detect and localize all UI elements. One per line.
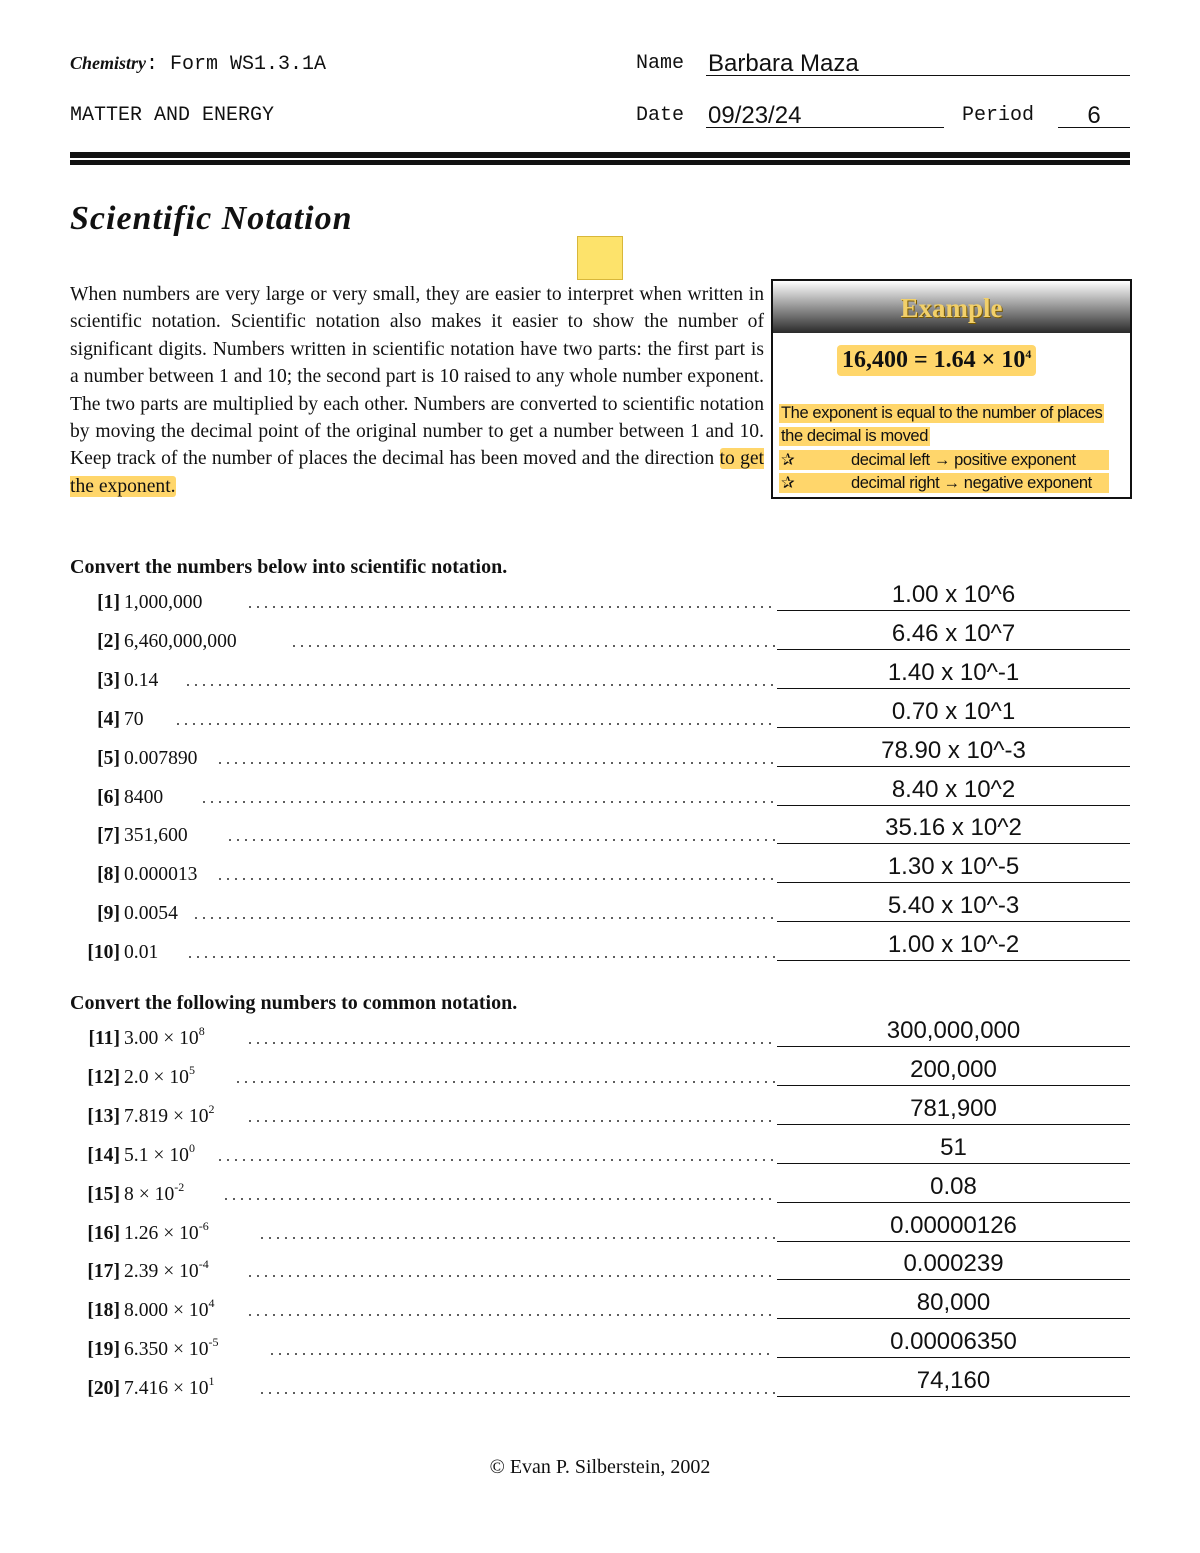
question-number: [5]	[97, 747, 120, 769]
intro-highlight: to get the exponent.	[70, 448, 765, 497]
answer-field[interactable]	[777, 649, 1130, 650]
star-icon: ✰	[781, 451, 795, 469]
question-number: [8]	[97, 864, 120, 886]
answer-field[interactable]	[777, 766, 1130, 767]
answer-field[interactable]	[777, 882, 1130, 883]
question-row	[70, 748, 775, 778]
name-field[interactable]	[706, 50, 1130, 76]
example-bullet-2	[779, 473, 1109, 493]
question-row	[70, 1218, 775, 1253]
unit-title: MATTER AND ENERGY	[70, 104, 275, 127]
answer-value: 35.16 x 10^2	[885, 814, 1022, 842]
question-row	[70, 1335, 775, 1369]
question-number: [12]	[87, 1066, 120, 1088]
answer-value: 0.70 x 10^1	[891, 697, 1016, 725]
answer-value: 781,900	[910, 1094, 997, 1122]
question-number: [10]	[87, 942, 120, 964]
example-equation-base: 16,400 = 1.64 × 10	[842, 347, 1026, 373]
question-base: 2.0 × 10	[124, 1066, 189, 1088]
answer-value: 1.00 x 10^6	[891, 581, 1016, 608]
answer-value: 0.000239	[903, 1250, 1004, 1278]
example-rule-line1: The exponent is equal to the number of places	[781, 404, 1103, 422]
leader-dots	[226, 839, 775, 841]
question-number: [6]	[97, 786, 120, 808]
question-number: [11]	[88, 1028, 120, 1049]
question-base: 1.26 × 10	[124, 1222, 199, 1244]
example-equation-exp: 4	[1025, 347, 1032, 361]
answer-field[interactable]	[777, 1124, 1130, 1125]
question-exponent: 1	[208, 1374, 215, 1389]
answer-value: 6.46 x 10^7	[891, 619, 1016, 647]
question-number: [14]	[87, 1144, 120, 1166]
leader-dots	[216, 762, 775, 764]
answer-value: 1.00 x 10^-2	[887, 931, 1020, 959]
answer-value: 200,000	[910, 1055, 997, 1083]
leader-dots	[246, 1120, 775, 1122]
question-row	[70, 1101, 775, 1136]
question-number: [19]	[87, 1339, 120, 1361]
question-base: 3.00 × 10	[124, 1028, 199, 1049]
question-value	[124, 1335, 219, 1361]
bullet-1-text: decimal left → positive exponent	[851, 451, 1076, 469]
leader-dots	[192, 917, 775, 919]
answer-value: 74,160	[916, 1367, 991, 1395]
question-base: 7.416 × 10	[124, 1378, 209, 1400]
question-exponent: -6	[198, 1218, 209, 1233]
question-value	[124, 1296, 215, 1322]
answer-field[interactable]	[777, 805, 1130, 806]
question-row	[70, 787, 775, 817]
question-value: 0.14	[124, 669, 159, 691]
question-row	[70, 864, 775, 894]
answer-value: 51	[940, 1133, 967, 1161]
date-label: Date	[636, 104, 685, 127]
question-value	[124, 1140, 195, 1167]
question-value	[124, 1179, 185, 1206]
period-field[interactable]	[1058, 102, 1130, 128]
question-row	[70, 942, 775, 972]
leader-dots	[184, 684, 775, 686]
question-row	[70, 825, 775, 855]
sticky-note-icon[interactable]	[577, 236, 623, 280]
leader-dots	[268, 1353, 775, 1355]
leader-dots	[246, 1275, 775, 1277]
example-bullet-1	[779, 450, 1109, 470]
question-value: 0.01	[124, 942, 159, 964]
question-value: 351,600	[124, 825, 188, 847]
name-label: Name	[636, 52, 685, 75]
question-value	[124, 1374, 215, 1400]
question-base: 7.819 × 10	[124, 1105, 209, 1127]
answer-value: 300,000,000	[886, 1017, 1021, 1044]
leader-dots	[246, 606, 775, 608]
header-divider	[70, 152, 1130, 158]
question-row	[70, 1179, 775, 1214]
question-number: [9]	[97, 903, 120, 925]
question-exponent: -4	[198, 1257, 209, 1272]
question-exponent: 8	[198, 1024, 205, 1038]
period-label: Period	[962, 104, 1035, 127]
answer-field[interactable]	[777, 727, 1130, 728]
leader-dots	[246, 1314, 775, 1316]
answer-value: 8.40 x 10^2	[891, 775, 1016, 803]
question-row	[70, 1374, 775, 1408]
form-header	[70, 52, 326, 76]
leader-dots	[222, 1198, 775, 1200]
question-row	[70, 631, 775, 661]
question-exponent: 5	[188, 1062, 195, 1077]
answer-field[interactable]	[777, 1318, 1130, 1319]
leader-dots	[234, 1081, 775, 1083]
question-value: 0.0054	[124, 903, 178, 925]
question-number: [20]	[87, 1378, 120, 1400]
question-value: 0.007890	[124, 747, 198, 769]
question-row	[70, 670, 775, 700]
leader-dots	[290, 645, 775, 647]
question-number: [18]	[87, 1300, 120, 1322]
star-icon: ✰	[781, 474, 795, 492]
question-row	[70, 1024, 775, 1058]
leader-dots	[186, 956, 775, 958]
intro-paragraph	[70, 281, 764, 500]
question-exponent: 4	[208, 1296, 215, 1311]
leader-dots	[174, 723, 775, 725]
question-value: 6,460,000,000	[124, 630, 237, 652]
intro-text: When numbers are very large or very small, they are easier to interpret when written in scientific notation. Scientific notation also makes it easier to show the number of significant digits. Numbers written in scientific notation have two parts: the first part is a number between 1 and 10; the second part is 10 raised to any whole number exponent. The two parts are multiplied by each other. Numbers are converted to scientific notation by moving the decimal point of the original number to get a number between 1 and 10. Keep track of the number of places the decimal has been moved and the direction	[70, 284, 764, 470]
answer-field[interactable]	[777, 1046, 1130, 1047]
question-value	[124, 1024, 205, 1050]
question-number: [3]	[97, 669, 120, 691]
question-base: 8.000 × 10	[124, 1300, 209, 1322]
bullet-2-text: decimal right → negative exponent	[851, 474, 1092, 492]
question-number: [2]	[97, 630, 120, 652]
answer-field[interactable]	[777, 610, 1130, 611]
answer-field[interactable]	[777, 1241, 1130, 1242]
question-row	[70, 1140, 775, 1175]
answer-field[interactable]	[777, 688, 1130, 689]
answer-value: 5.40 x 10^-3	[887, 892, 1020, 920]
answer-field[interactable]	[777, 1396, 1130, 1397]
leader-dots	[200, 801, 775, 803]
example-title: Example	[900, 293, 1003, 323]
answer-field[interactable]	[777, 921, 1130, 922]
answer-field[interactable]	[777, 1202, 1130, 1203]
answer-value: 1.40 x 10^-1	[887, 658, 1020, 686]
question-row	[70, 592, 775, 622]
date-value: 09/23/24	[708, 102, 802, 129]
example-box	[771, 279, 1132, 499]
name-value: Barbara Maza	[708, 50, 859, 77]
answer-value: 1.30 x 10^-5	[887, 853, 1020, 881]
question-value: 8400	[124, 786, 164, 808]
answer-field[interactable]	[777, 843, 1130, 844]
course-name: Chemistry	[70, 53, 147, 73]
answer-field[interactable]	[777, 960, 1130, 961]
question-exponent: -2	[174, 1179, 185, 1194]
question-exponent: 2	[208, 1101, 215, 1116]
page-title: Scientific Notation	[70, 200, 353, 237]
answer-value: 0.00000126	[890, 1211, 1017, 1239]
answer-field[interactable]	[777, 1085, 1130, 1086]
question-number: [16]	[87, 1222, 120, 1244]
section2-heading: Convert the following numbers to common notation.	[70, 992, 518, 1014]
answer-value: 0.00006350	[890, 1328, 1017, 1356]
leader-dots	[246, 1042, 775, 1044]
example-header	[773, 281, 1130, 333]
question-value	[124, 1257, 209, 1283]
leader-dots	[216, 878, 775, 880]
question-base: 6.350 × 10	[124, 1339, 209, 1361]
question-value: 0.000013	[124, 864, 198, 886]
answer-field[interactable]	[777, 1279, 1130, 1280]
question-base: 8 × 10	[124, 1183, 175, 1205]
question-value	[124, 1062, 195, 1089]
question-number: [13]	[87, 1105, 120, 1127]
header-divider-2	[70, 160, 1130, 165]
copyright-footer: © Evan P. Silberstein, 2002	[489, 1456, 711, 1478]
example-equation	[837, 345, 1036, 376]
question-row	[70, 903, 775, 933]
question-exponent: 0	[188, 1140, 195, 1155]
answer-field[interactable]	[777, 1357, 1130, 1358]
answer-value: 0.08	[930, 1172, 977, 1200]
section1-heading: Convert the numbers below into scientific notation.	[70, 556, 508, 578]
question-row	[70, 709, 775, 739]
question-exponent: -5	[208, 1335, 219, 1350]
question-row	[70, 1062, 775, 1097]
answer-value: 78.90 x 10^-3	[881, 736, 1026, 764]
leader-dots	[258, 1392, 775, 1394]
question-value	[124, 1218, 209, 1245]
question-value: 70	[124, 708, 144, 730]
question-number: [1]	[97, 592, 120, 613]
question-base: 5.1 × 10	[124, 1144, 189, 1166]
leader-dots	[258, 1237, 775, 1239]
form-id: : Form WS1.3.1A	[146, 53, 327, 76]
question-row	[70, 1257, 775, 1291]
question-number: [15]	[87, 1183, 120, 1205]
question-value	[124, 1101, 215, 1128]
period-value: 6	[1087, 102, 1101, 129]
question-row	[70, 1296, 775, 1330]
question-base: 2.39 × 10	[124, 1261, 199, 1283]
question-number: [7]	[97, 825, 120, 847]
answer-field[interactable]	[777, 1163, 1130, 1164]
leader-dots	[216, 1159, 775, 1161]
answer-value: 80,000	[916, 1289, 991, 1317]
date-field[interactable]	[706, 102, 944, 128]
example-rule-line2: the decimal is moved	[781, 427, 928, 445]
question-value: 1,000,000	[124, 592, 203, 613]
question-number: [17]	[87, 1261, 120, 1283]
question-number: [4]	[97, 708, 120, 730]
